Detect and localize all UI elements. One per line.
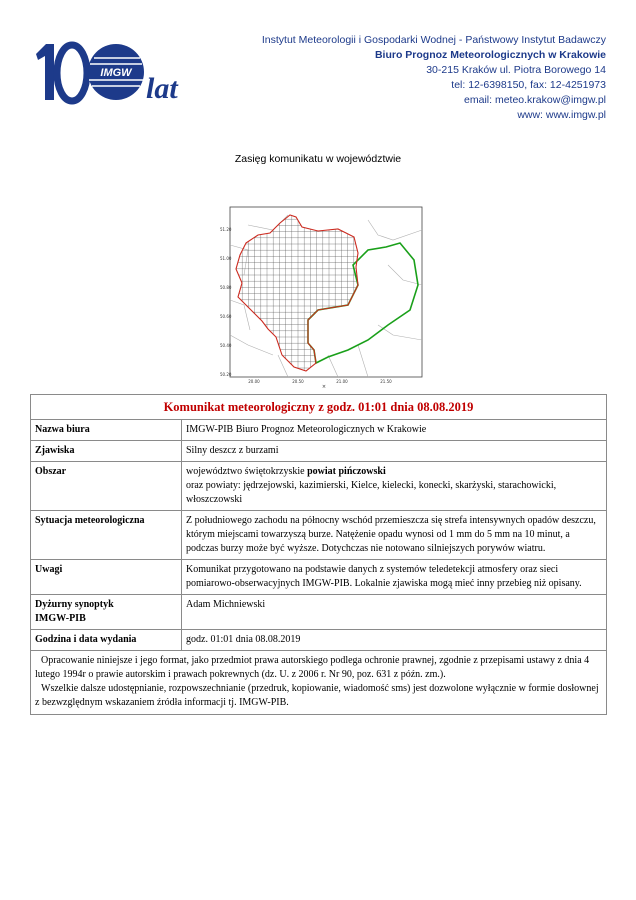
copyright-notice xyxy=(31,651,607,715)
row-area xyxy=(31,462,607,511)
issued-label: Godzina i data wydania xyxy=(31,630,182,651)
communique-title: Komunikat meteorologiczny z godz. 01:01 dnia 08.08.2019 xyxy=(31,395,607,420)
duty-value: Adam Michniewski xyxy=(182,595,607,630)
address: 30-215 Kraków ul. Piotra Borowego 14 xyxy=(426,64,606,76)
map-x-tick-label: 20.50 xyxy=(292,379,304,384)
area-prefix: województwo świętokrzyskie xyxy=(186,466,308,477)
svg-text:lat: lat xyxy=(146,72,178,105)
remarks-label: Uwagi xyxy=(31,560,182,595)
map-y-tick-label: 50.60 xyxy=(220,314,232,319)
row-remarks xyxy=(31,560,607,595)
svg-text:×: × xyxy=(321,384,327,389)
issued-value: godz. 01:01 dnia 08.08.2019 xyxy=(182,630,607,651)
duty-label-line1: Dyżurny synoptyk xyxy=(35,599,114,610)
map-y-tick-label: 50.80 xyxy=(220,285,232,290)
copyright-paragraph-1: Opracowanie niniejsze i jego format, jako przedmiot prawa autorskiego podlega ochronie prawnej, zgodnie z przepisami ustawy z dnia 4 lutego 1994r o prawie autorskim i prawach pokrewnych (dz. U. z 2006 r. Nr 90, poz. 631 z późn. zm.). xyxy=(35,655,590,680)
institute-header xyxy=(186,33,606,123)
area-counties: oraz powiaty: jędrzejowski, kazimierski, Kielce, kielecki, konecki, skarżyski, starachowicki, włoszczowski xyxy=(186,480,557,505)
phone-fax: tel: 12-6398150, fax: 12-4251973 xyxy=(451,79,606,91)
imgw-100-years-logo xyxy=(32,40,192,110)
bureau-label: Nazwa biura xyxy=(31,420,182,441)
map-x-tick-label: 20.00 xyxy=(248,379,260,384)
row-bureau xyxy=(31,420,607,441)
map-scope-title: Zasięg komunikatu w województwie xyxy=(234,153,402,165)
email: email: meteo.krakow@imgw.pl xyxy=(464,94,606,106)
row-duty-forecaster xyxy=(31,595,607,630)
website: www: www.imgw.pl xyxy=(517,109,606,121)
communique-table xyxy=(30,394,607,715)
warning-area-map xyxy=(218,205,426,389)
map-x-tick-label: 21.50 xyxy=(380,379,392,384)
row-issued xyxy=(31,630,607,651)
duty-label xyxy=(31,595,182,630)
map-y-tick-label: 50.40 xyxy=(220,343,232,348)
area-label: Obszar xyxy=(31,462,182,511)
area-primary-county: powiat pińczowski xyxy=(307,466,386,477)
bureau-value: IMGW-PIB Biuro Prognoz Meteorologicznych w Krakowie xyxy=(182,420,607,441)
situation-value: Z południowego zachodu na północny wschód przemieszcza się strefa intensywnych opadów deszczu, którym miejscami towarzyszą burze. Natężenie opadu wynosi od 1 mm do 5 mm na 10 minut, a podczas burzy może być wyższe. Dotychczas nie notowano silniejszych porywów wiatru. xyxy=(182,511,607,560)
remarks-value: Komunikat przygotowano na podstawie danych z systemów teledetekcji atmosfery oraz sieci pomiarowo-obserwacyjnych IMGW-PIB. Lokalnie zjawiska mogą mieć inny przebieg niż opisany. xyxy=(182,560,607,595)
area-value xyxy=(182,462,607,511)
institute-name: Instytut Meteorologii i Gospodarki Wodnej - Państwowy Instytut Badawczy xyxy=(261,34,606,46)
situation-label: Sytuacja meteorologiczna xyxy=(31,511,182,560)
bureau-name: Biuro Prognoz Meteorologicznych w Krakowie xyxy=(374,49,606,61)
phenomena-label: Zjawiska xyxy=(31,441,182,462)
phenomena-value: Silny deszcz z burzami xyxy=(182,441,607,462)
row-situation xyxy=(31,511,607,560)
duty-label-line2: IMGW-PIB xyxy=(35,613,86,624)
logo-badge: IMGW xyxy=(100,67,132,79)
copyright-paragraph-2: Wszelkie dalsze udostępnianie, rozpowszechnianie (przedruk, kopiowanie, wiadomość sms) jest dozwolone wyłącznie w formie dosłownej z bezwzględnym wskazaniem źródła informacji tj. IMGW-PIB. xyxy=(35,683,599,708)
map-x-tick-label: 21.00 xyxy=(336,379,348,384)
row-phenomena xyxy=(31,441,607,462)
map-y-tick-label: 51.00 xyxy=(220,256,232,261)
map-y-tick-label: 50.20 xyxy=(220,372,232,377)
map-y-tick-label: 51.20 xyxy=(220,227,232,232)
